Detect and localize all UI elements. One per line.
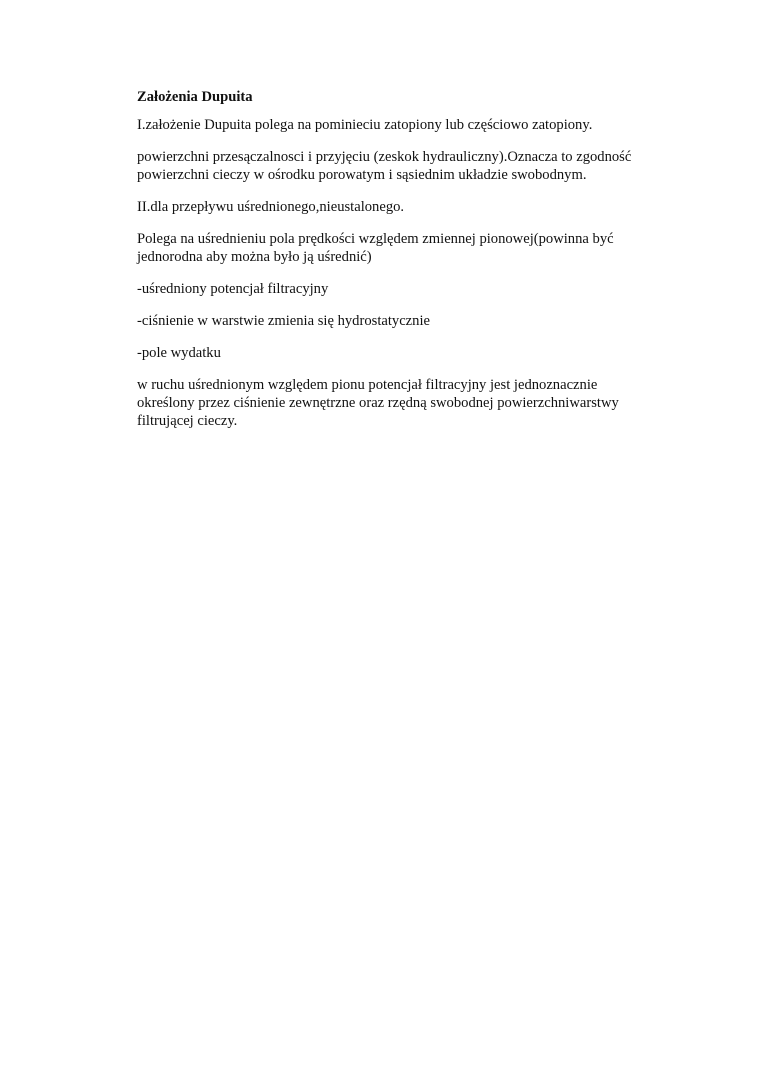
list-item-discharge-field: -pole wydatku [137,345,221,361]
paragraph-seepage-surface: powierzchni przesączalnosci i przyjęciu (zeskok hydrauliczny).Oznacza to zgodność powierzchni cieczy w ośrodku porowatym i sąsiednim układzie swobodnym. [137,149,632,183]
document-body [137,88,672,444]
list-item-filtration-potential: -uśredniony potencjał filtracyjny [137,281,329,297]
paragraph-assumption-two: II.dla przepływu uśrednionego,nieustalonego. [137,199,405,215]
list-item-hydrostatic-pressure: -ciśnienie w warstwie zmienia się hydrostatycznie [137,313,430,329]
paragraph-assumption-one: I.założenie Dupuita polega na pominieciu zatopiony lub częściowo zatopiony. [137,117,593,133]
paragraph-averaged-flow: w ruchu uśrednionym względem pionu potencjał filtracyjny jest jednoznacznie określony przez ciśnienie zewnętrzne oraz rzędną swobodnej powierzchniwarstwy filtrującej cieczy. [137,377,619,429]
paragraph-velocity-averaging: Polega na uśrednieniu pola prędkości względem zmiennej pionowej(powinna być jednorodna aby można było ją uśrednić) [137,231,614,265]
document-title: Założenia Dupuita [137,89,253,105]
